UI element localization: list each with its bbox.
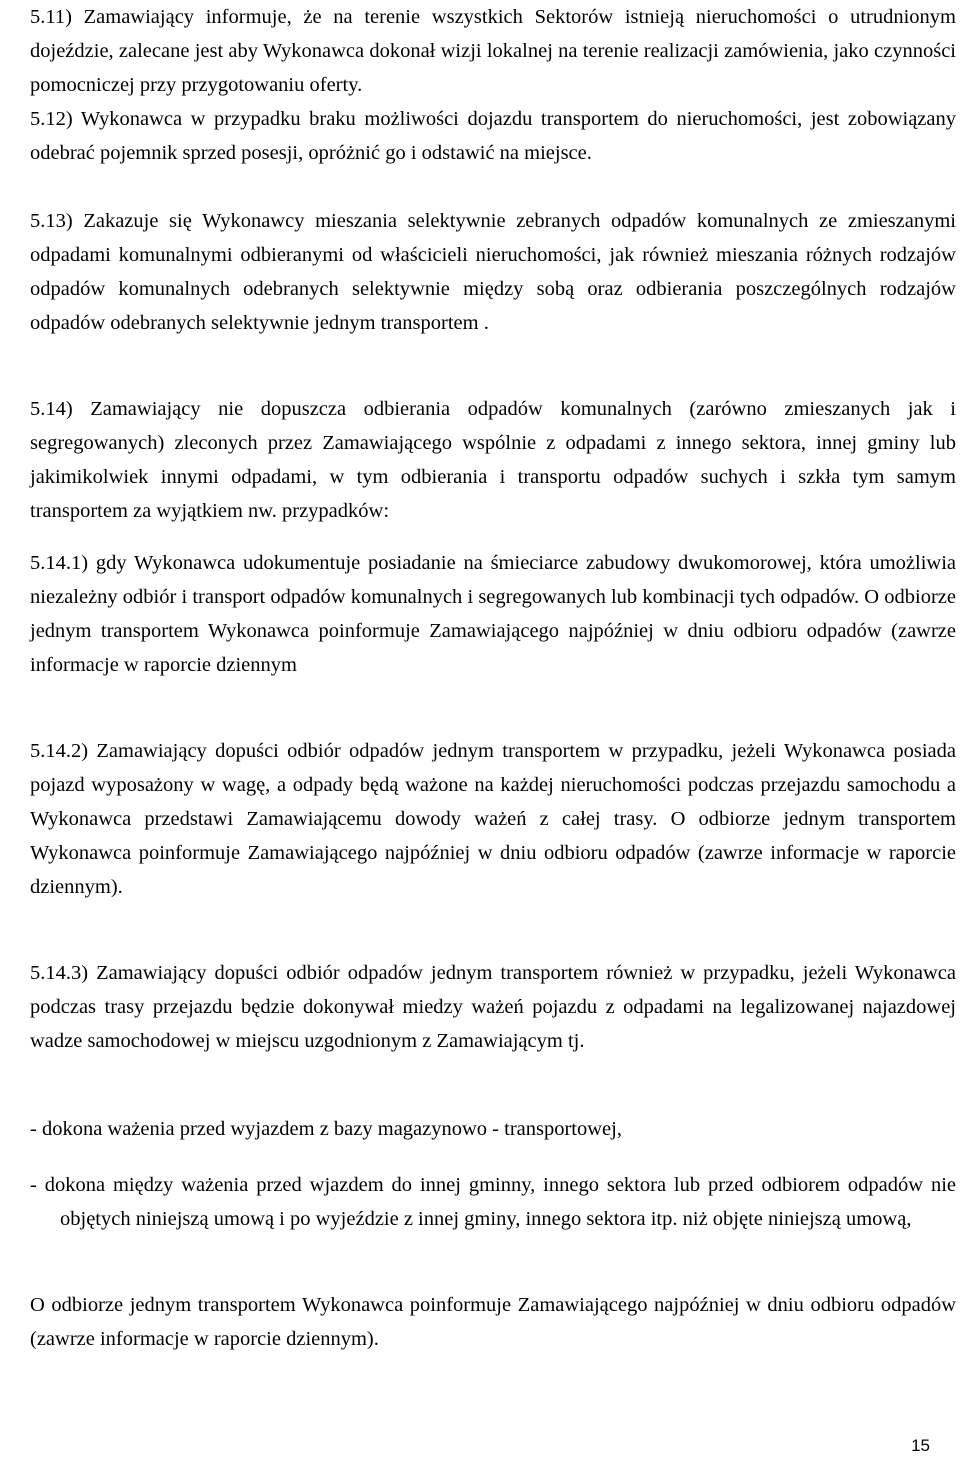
dash-list-item: - dokona między ważenia przed wjazdem do innej gminny, innego sektora lub przed odbiorem odpadów nie objętych niniejszą umową i po wyjeździe z innej gminy, innego sektora itp. niż objęte niniejszą umową, <box>30 1174 956 1230</box>
paragraph-5-12: 5.12) Wykonawca w przypadku braku możliwości dojazdu transportem do nieruchomości, jest zobowiązany odebrać pojemnik sprzed posesji, opróżnić go i odstawić na miejsce. <box>30 108 956 164</box>
closing-paragraph: O odbiorze jednym transportem Wykonawca poinformuje Zamawiającego najpóźniej w dniu odbioru odpadów (zawrze informacje w raporcie dziennym). <box>30 1294 956 1350</box>
paragraph-5-14-1: 5.14.1) gdy Wykonawca udokumentuje posiadanie na śmieciarce zabudowy dwukomorowej, która umożliwia niezależny odbiór i transport odpadów komunalnych i segregowanych lub kombinacji tych odpadów. O odbiorze jednym transportem Wykonawca poinformuje Zamawiającego najpóźniej w dniu odbioru odpadów (zawrze informacje w raporcie dziennym <box>30 552 956 676</box>
paragraph-5-13: 5.13) Zakazuje się Wykonawcy mieszania selektywnie zebranych odpadów komunalnych ze zmieszanymi odpadami komunalnymi odbieranymi od właścicieli nieruchomości, jak również mieszania różnych rodzajów odpadów komunalnych odebranych selektywnie między sobą oraz odbierania poszczególnych rodzajów odpadów odebranych selektywnie jednym transportem . <box>30 210 956 334</box>
paragraph-5-14: 5.14) Zamawiający nie dopuszcza odbierania odpadów komunalnych (zarówno zmieszanych jak i segregowanych) zleconych przez Zamawiającego wspólnie z odpadami z innego sektora, innej gminy lub jakimikolwiek innymi odpadami, w tym odbierania i transportu odpadów suchych i szkła tym samym transportem za wyjątkiem nw. przypadków: <box>30 398 956 522</box>
paragraph-5-11: 5.11) Zamawiający informuje, że na terenie wszystkich Sektorów istnieją nieruchomości o utrudnionym dojeździe, zalecane jest aby Wykonawca dokonał wizji lokalnej na terenie realizacji zamówienia, jako czynności pomocniczej przy przygotowaniu oferty. <box>30 6 956 96</box>
paragraph-5-14-3: 5.14.3) Zamawiający dopuści odbiór odpadów jednym transportem również w przypadku, jeżeli Wykonawca podczas trasy przejazdu będzie dokonywał miedzy ważeń pojazdu z odpadami na legalizowanej najazdowej wadze samochodowej w miejscu uzgodnionym z Zamawiającym tj. <box>30 962 956 1052</box>
page-number: 15 <box>911 1436 930 1455</box>
paragraph-5-14-2: 5.14.2) Zamawiający dopuści odbiór odpadów jednym transportem w przypadku, jeżeli Wykonawca posiada pojazd wyposażony w wagę, a odpady będą ważone na każdej nieruchomości podczas przejazdu samochodu a Wykonawca przedstawi Zamawiającemu dowody ważeń z całej trasy. O odbiorze jednym transportem Wykonawca poinformuje Zamawiającego najpóźniej w dniu odbioru odpadów (zawrze informacje w raporcie dziennym). <box>30 740 956 898</box>
dash-list-item: - dokona ważenia przed wyjazdem z bazy magazynowo - transportowej, <box>30 1118 622 1140</box>
